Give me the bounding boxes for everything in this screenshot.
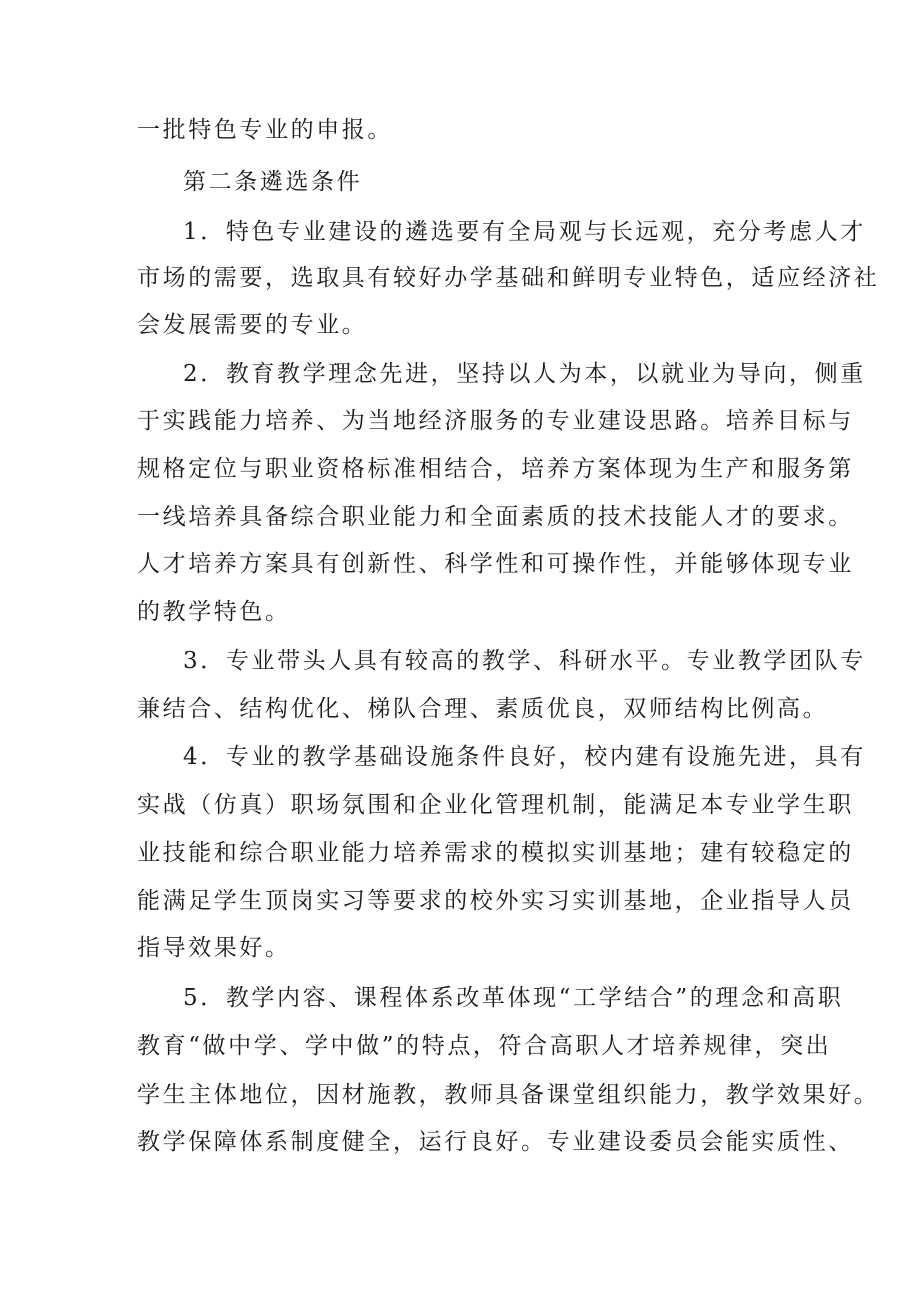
paragraph-line: 兼结合、结构优化、梯队合理、素质优良，双师结构比例高。 [137, 696, 829, 722]
paragraph-line: 2．教育教学理念先进，坚持以人为本，以就业为导向，侧重 [183, 361, 866, 387]
paragraph-line: 一线培养具备综合职业能力和全面素质的技术技能人才的要求。 [137, 504, 854, 530]
paragraph-line: 业技能和综合职业能力培养需求的模拟实训基地；建有较稳定的 [137, 840, 854, 866]
paragraph-line: 规格定位与职业资格标准相结合，培养方案体现为生产和服务第 [137, 456, 854, 482]
paragraph-line: 5．教学内容、课程体系改革体现“工学结合”的理念和高职 [183, 985, 844, 1011]
paragraph-line: 一批特色专业的申报。 [137, 117, 393, 143]
paragraph-line: 4．专业的教学基础设施条件良好，校内建有设施先进，具有 [183, 744, 866, 770]
paragraph-line: 市场的需要，选取具有较好办学基础和鲜明专业特色，适应经济社 [137, 265, 880, 291]
paragraph-line: 实战（仿真）职场氛围和企业化管理机制，能满足本专业学生职 [137, 792, 854, 818]
paragraph-line: 指导效果好。 [137, 935, 291, 961]
paragraph-line: 3．专业带头人具有较高的教学、科研水平。专业教学团队专 [183, 648, 866, 674]
paragraph-line: 会发展需要的专业。 [137, 312, 368, 338]
paragraph-line: 教学保障体系制度健全，运行良好。专业建设委员会能实质性、 [137, 1129, 854, 1155]
paragraph-line: 教育“做中学、学中做”的特点，符合高职人才培养规律，突出 [137, 1033, 832, 1059]
paragraph-line: 人才培养方案具有创新性、科学性和可操作性，并能够体现专业 [137, 551, 854, 577]
paragraph-line: 学生主体地位，因材施教，教师具备课堂组织能力，教学效果好。 [137, 1082, 880, 1108]
paragraph-line: 的教学特色。 [137, 599, 291, 625]
paragraph-line: 于实践能力培养、为当地经济服务的专业建设思路。培养目标与 [137, 408, 854, 434]
paragraph-line: 能满足学生顶岗实习等要求的校外实习实训基地，企业指导人员 [137, 888, 854, 914]
paragraph-line: 1．特色专业建设的遴选要有全局观与长远观，充分考虑人才 [183, 219, 866, 245]
section-heading: 第二条遴选条件 [183, 169, 363, 195]
